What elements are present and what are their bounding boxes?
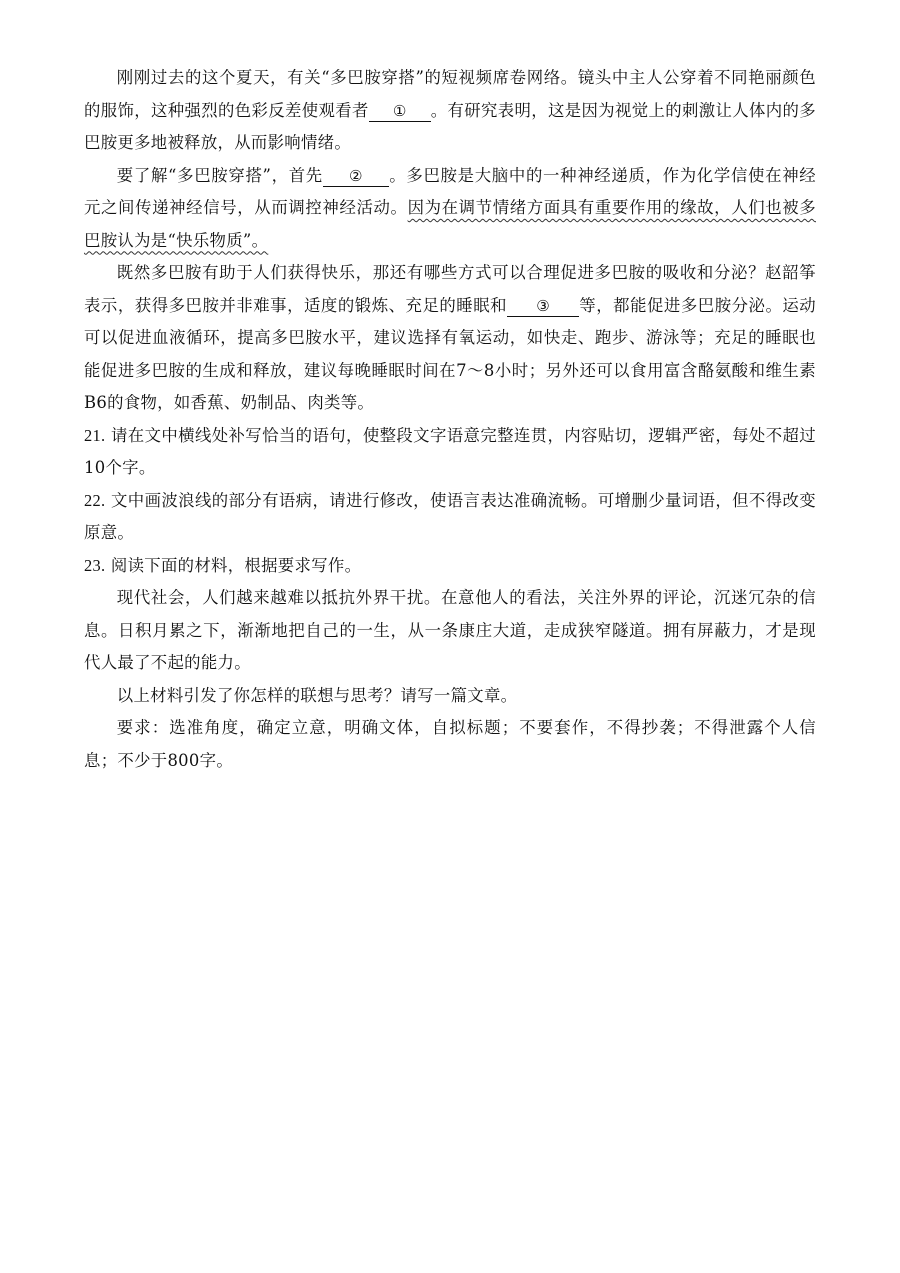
blank-marker-3: ③ [536,296,550,315]
question-number: 22. [84,490,106,510]
passage-text: 要了解“多巴胺穿搭”，首先 [116,165,323,185]
passage-text: 既然多巴胺有助于人们获得快乐，那还有哪些方式可以合理促进多巴胺的吸收和分泌？赵韶筝表示，获得多巴胺并非难事，适度的锻炼、充足的睡眠和 [84,263,816,315]
question-23 [84,550,816,583]
writing-requirements: 要求：选准角度，确定立意，明确文体，自拟标题；不要套作，不得抄袭；不得泄露个人信息；不少于800字。 [84,718,816,770]
writing-material: 现代社会，人们越来越难以抵抗外界干扰。在意他人的看法，关注外界的评论，沉迷冗杂的信息。日积月累之下，渐渐地把自己的一生，从一条康庄大道，走成狭窄隧道。拥有屏蔽力，才是现代人最了不起的能力。 [84,588,816,672]
answer-blank-2 [323,166,389,187]
passage-text: 等，都能促进多巴胺分泌。运动可以促进血液循环，提高多巴胺水平，建议选择有氧运动，如快走、跑步、游泳等；充足的睡眠也能促进多巴胺的生成和释放，建议每晚睡眠时间在7～8小时；另外还可以食用富含酪氨酸和维生素B6的食物，如香蕉、奶制品、肉类等。 [84,295,816,412]
question-number: 21. [84,425,106,445]
blank-marker-1: ① [392,101,407,120]
passage-text: 。多巴胺是大脑中的一种神经递质，作为化学信使在神经元之间传递神经信号，从而调控神经活动。 [84,165,816,217]
question-text: 阅读下面的材料，根据要求写作。 [110,555,362,575]
wavy-underlined-sentence: 因为在调节情绪方面具有重要作用的缘故，人们也被多巴胺认为是“快乐物质”。 [84,198,816,250]
question-22 [84,485,816,550]
page-content [84,62,816,777]
passage-paragraph-3 [84,257,816,420]
answer-blank-1 [369,101,431,122]
passage-text: 刚刚过去的这个夏天，有关“多巴胺穿搭”的短视频席卷网络。镜头中主人公穿着不同艳丽颜色的服饰，这种强烈的色彩反差使观看者 [84,68,816,120]
passage-paragraph-2 [84,160,816,258]
passage-paragraph-1 [84,62,816,160]
writing-prompt: 以上材料引发了你怎样的联想与思考？请写一篇文章。 [116,685,518,705]
blank-marker-2: ② [349,166,363,185]
question-text: 文中画波浪线的部分有语病，请进行修改，使语言表达准确流畅。可增删少量词语，但不得改变原意。 [84,490,816,542]
question-number: 23. [84,555,106,575]
passage-text: 。有研究表明，这是因为视觉上的刺激让人体内的多巴胺更多地被释放，从而影响情绪。 [84,100,816,152]
answer-blank-3 [507,296,579,317]
question-text: 请在文中横线处补写恰当的语句，使整段文字语意完整连贯，内容贴切，逻辑严密，每处不超过10个字。 [84,425,816,477]
question-21 [84,420,816,485]
